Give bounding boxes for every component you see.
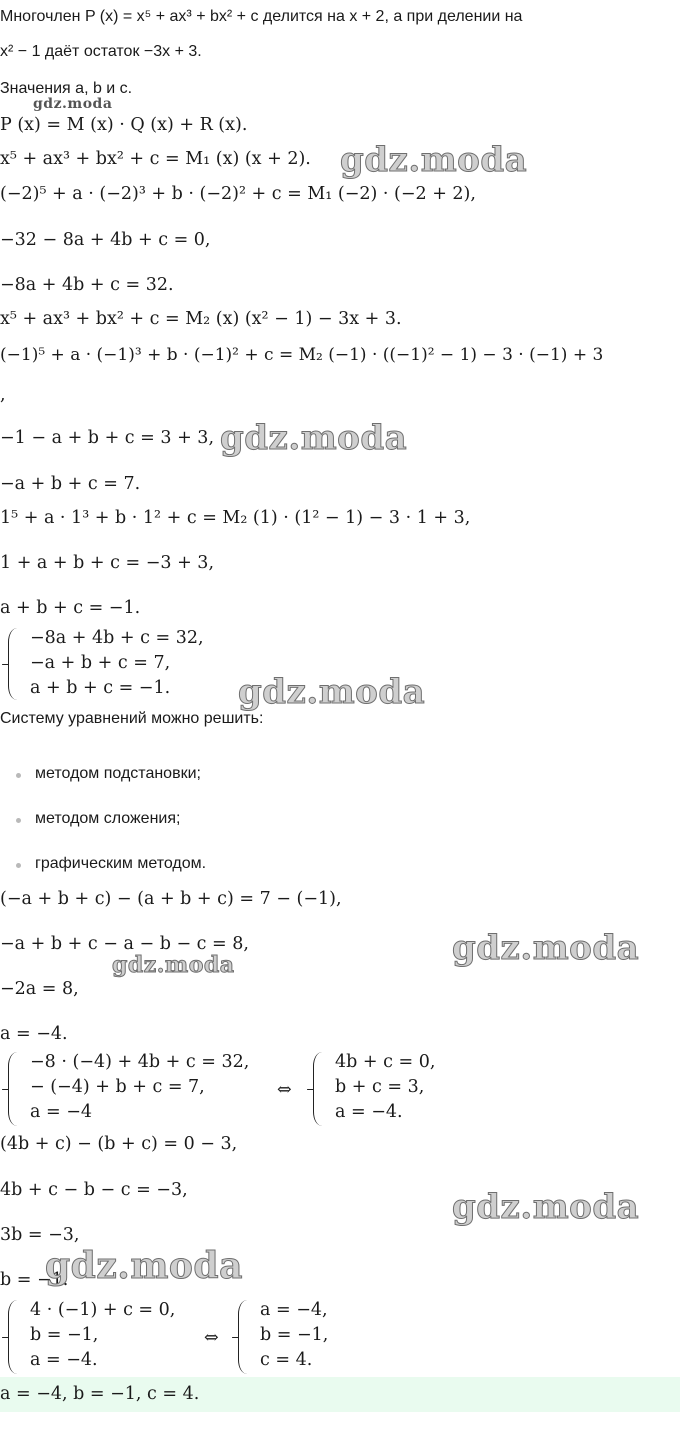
system-3-right-eq-1: a = −4, [260, 1300, 328, 1320]
step-4: −32 − 8a + 4b + c = 0, [0, 230, 211, 250]
bullet-dot [16, 863, 21, 868]
system-2-left-eq-3: a = −4 [30, 1102, 93, 1122]
step-1: P (x) = M (x) · Q (x) + R (x). [0, 115, 248, 135]
problem-line-2: x² − 1 даёт остаток −3x + 3. [0, 43, 202, 60]
answer-text: a = −4, b = −1, c = 4. [0, 1384, 200, 1404]
solve2-2: 4b + c − b − c = −3, [0, 1180, 188, 1200]
solve-1: (−a + b + c) − (a + b + c) = 7 − (−1), [0, 889, 342, 909]
watermark-7: gdz.moda [45, 1245, 243, 1287]
step-7-comma: , [0, 385, 6, 405]
system-3-left-eq-2: b = −1, [30, 1325, 99, 1345]
system-2-left-eq-1: −8 · (−4) + 4b + c = 32, [30, 1052, 250, 1072]
system-2-right-eq-2: b + c = 3, [335, 1077, 425, 1097]
system-3-right-eq-3: c = 4. [260, 1350, 313, 1370]
watermark-1: gdz.moda [340, 140, 528, 180]
method-item-2: методом сложения; [35, 810, 181, 827]
problem-question: Значения a, b и c. [0, 80, 133, 97]
bullet-dot [16, 818, 21, 823]
system-3-left-eq-3: a = −4. [30, 1350, 98, 1370]
system-2-left [0, 1048, 280, 1128]
step-9: −a + b + c = 7. [0, 474, 141, 494]
system-2-left-eq-2: − (−4) + b + c = 7, [30, 1077, 205, 1097]
watermark-2: gdz.moda [220, 418, 408, 458]
brace [8, 1052, 17, 1126]
watermark-6: gdz.moda [452, 1187, 640, 1227]
bullet-dot [16, 773, 21, 778]
brace [313, 1052, 322, 1126]
system-3-left-eq-1: 4 · (−1) + c = 0, [30, 1300, 176, 1320]
solve-3: −2a = 8, [0, 979, 79, 999]
step-11: 1 + a + b + c = −3 + 3, [0, 553, 215, 573]
step-3: (−2)⁵ + a · (−2)³ + b · (−2)² + c = M₁ (−2) · (−2 + 2), [0, 184, 476, 204]
step-2: x⁵ + ax³ + bx² + c = M₁ (x) (x + 2). [0, 149, 311, 169]
system-3-left [0, 1296, 230, 1376]
system-2-right-eq-3: a = −4. [335, 1102, 403, 1122]
system-1-eq-1: −8a + 4b + c = 32, [30, 628, 204, 648]
system-1-eq-3: a + b + c = −1. [30, 678, 171, 698]
equiv-symbol: ⇔ [277, 1080, 292, 1100]
step-12: a + b + c = −1. [0, 598, 141, 618]
watermark-4: gdz.moda [452, 928, 640, 968]
solve-2: −a + b + c − a − b − c = 8, [0, 934, 249, 954]
step-10: 1⁵ + a · 1³ + b · 1² + c = M₂ (1) · (1² − 1) − 3 · 1 + 3, [0, 508, 471, 528]
system-2-right [305, 1048, 485, 1128]
step-8: −1 − a + b + c = 3 + 3, [0, 428, 215, 448]
solve2-1: (4b + c) − (b + c) = 0 − 3, [0, 1134, 238, 1154]
step-6: x⁵ + ax³ + bx² + c = M₂ (x) (x² − 1) − 3x + 3. [0, 309, 402, 329]
brace [8, 1300, 17, 1374]
system-3-right [230, 1296, 390, 1376]
watermark-5: gdz.moda [112, 952, 235, 978]
watermark-small: gdz.moda [33, 96, 113, 112]
step-7: (−1)⁵ + a · (−1)³ + b · (−1)² + c = M₂ (−1) · ((−1)² − 1) − 3 · (−1) + 3 [0, 345, 604, 365]
problem-line-1: Многочлен P (x) = x⁵ + ax³ + bx² + c делится на x + 2, а при делении на [0, 8, 523, 25]
solve-4: a = −4. [0, 1024, 68, 1044]
method-item-1: методом подстановки; [35, 765, 201, 782]
system-2-right-eq-1: 4b + c = 0, [335, 1052, 436, 1072]
methods-intro: Систему уравнений можно решить: [0, 710, 264, 727]
method-item-3: графическим методом. [35, 855, 207, 872]
brace [238, 1300, 247, 1374]
system-3-right-eq-2: b = −1, [260, 1325, 329, 1345]
solve2-3: 3b = −3, [0, 1225, 80, 1245]
system-1-eq-2: −a + b + c = 7, [30, 653, 171, 673]
watermark-3: gdz.moda [238, 672, 426, 712]
system-1 [0, 624, 260, 704]
equiv-symbol: ⇔ [204, 1328, 219, 1348]
brace [8, 628, 17, 700]
solve2-4: b = −1. [0, 1270, 69, 1290]
step-5: −8a + 4b + c = 32. [0, 275, 174, 295]
